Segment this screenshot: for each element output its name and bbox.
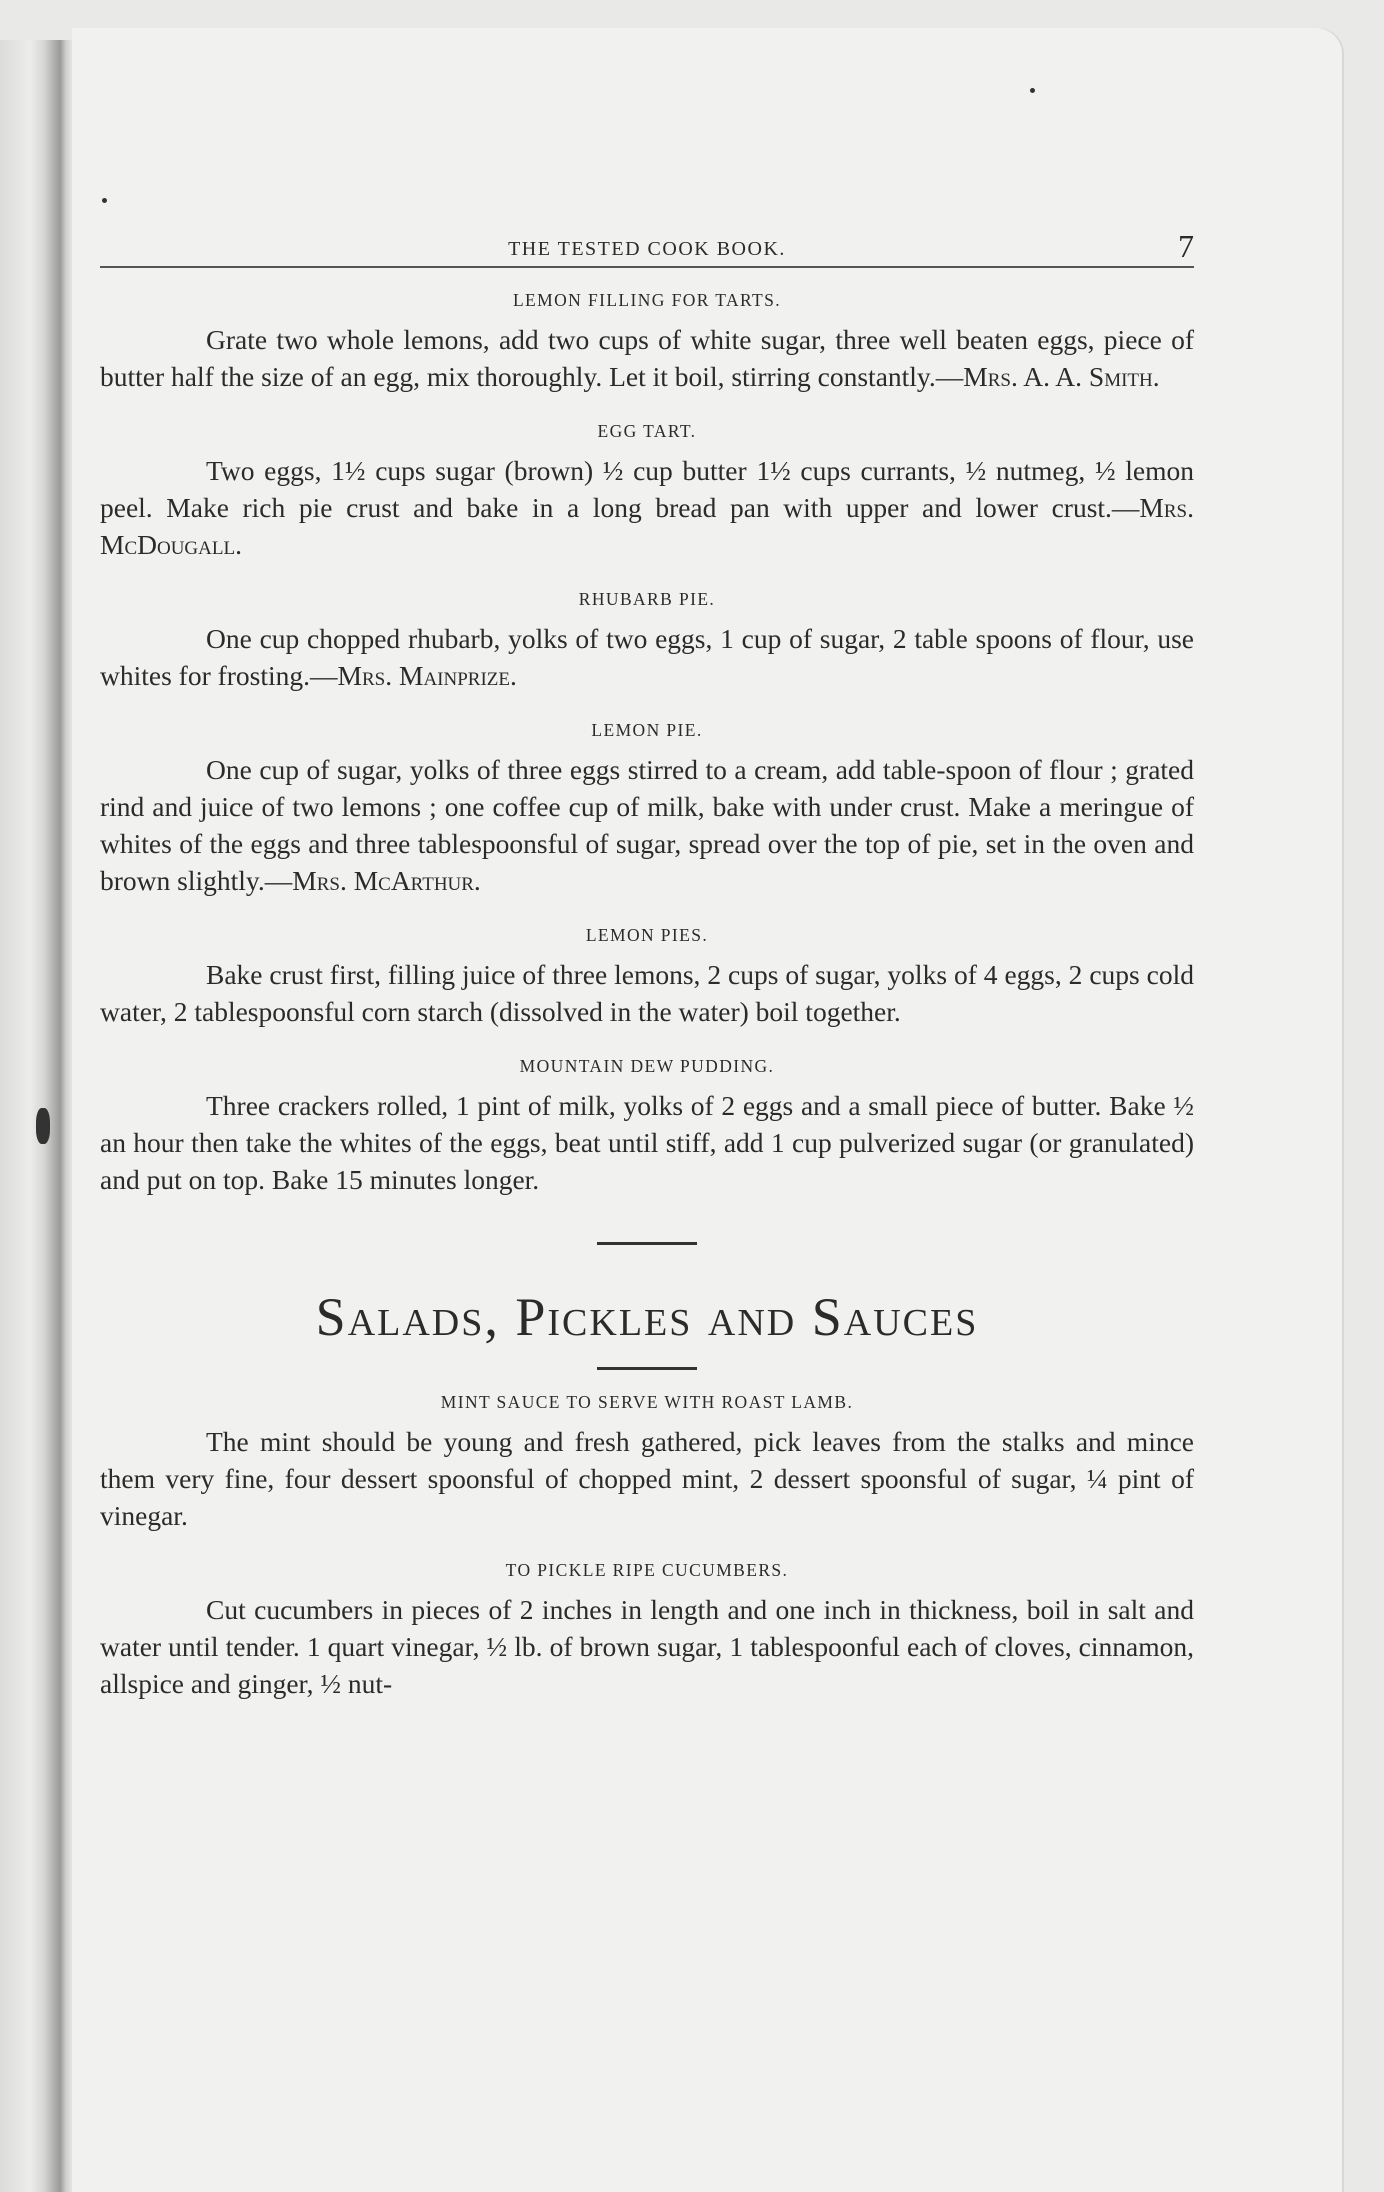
recipe-attribution: —Mrs. McDougall. bbox=[100, 492, 1194, 560]
binding-mark bbox=[36, 1108, 50, 1144]
running-head bbox=[100, 210, 1194, 268]
recipe-title: LEMON PIE. bbox=[591, 720, 703, 740]
recipe-body bbox=[100, 751, 1194, 899]
recipe bbox=[100, 1560, 1194, 1702]
recipe-title: LEMON FILLING FOR TARTS. bbox=[512, 290, 782, 310]
recipe-title: LEMON PIES. bbox=[585, 925, 709, 945]
section-divider-top bbox=[597, 1242, 697, 1245]
recipe bbox=[100, 720, 1194, 899]
recipe-title: TO PICKLE RIPE CUCUMBERS. bbox=[505, 1560, 789, 1580]
recipe-text: Bake crust first, filling juice of three lemons, 2 cups of sugar, yolks of 4 eggs, 2 cups cold water, 2 tablespoonsful corn starch (dissolved in the water) boil together. bbox=[100, 959, 1194, 1027]
recipe-text: Two eggs, 1½ cups sugar (brown) ½ cup butter 1½ cups currants, ½ nutmeg, ½ lemon peel. Make rich pie crust and bake in a long bread pan with upper and lower crust. bbox=[100, 455, 1194, 523]
recipe bbox=[100, 925, 1194, 1030]
recipe bbox=[100, 421, 1194, 563]
recipe-title: MOUNTAIN DEW PUDDING. bbox=[519, 1056, 775, 1076]
recipe bbox=[100, 290, 1194, 395]
recipe-body bbox=[100, 1423, 1194, 1534]
page-number: 7 bbox=[1178, 228, 1194, 264]
section-divider-bottom bbox=[597, 1367, 697, 1370]
recipe-text: Cut cucumbers in pieces of 2 inches in length and one inch in thickness, boil in salt and water until tender. 1 quart vinegar, ½ lb. of brown sugar, 1 tablespoonful each of cloves, cinnamon, allspice and ginger, ½ nut- bbox=[100, 1594, 1194, 1699]
recipe-attribution: —Mrs. A. A. Smith. bbox=[935, 361, 1160, 392]
section-heading: Salads, Pickles and Sauces bbox=[315, 1287, 979, 1347]
recipe-title: MINT SAUCE TO SERVE WITH ROAST LAMB. bbox=[440, 1392, 854, 1412]
running-title: THE TESTED COOK BOOK. bbox=[508, 238, 786, 260]
recipe-text: One cup of sugar, yolks of three eggs stirred to a cream, add table-spoon of flour ; grated rind and juice of two lemons ; one coffee cup of milk, bake with under crust. Make a meringue of whites of the eggs and three tablespoonsful of sugar, spread over the top of pie, set in the oven and brown slightly. bbox=[100, 754, 1194, 896]
page-content bbox=[100, 210, 1194, 1702]
speck bbox=[1030, 88, 1035, 93]
recipe-body bbox=[100, 321, 1194, 395]
recipe-text: The mint should be young and fresh gathered, pick leaves from the stalks and mince them very fine, four dessert spoonsful of chopped mint, 2 dessert spoonsful of sugar, ¼ pint of vinegar. bbox=[100, 1426, 1194, 1531]
recipe bbox=[100, 589, 1194, 694]
recipe-attribution: —Mrs. Mainprize. bbox=[310, 660, 517, 691]
speck bbox=[102, 198, 107, 203]
recipe-title: EGG TART. bbox=[597, 421, 697, 441]
recipe-body bbox=[100, 1087, 1194, 1198]
recipe-attribution: —Mrs. McArthur. bbox=[264, 865, 481, 896]
recipe bbox=[100, 1056, 1194, 1198]
recipe-body bbox=[100, 620, 1194, 694]
recipe bbox=[100, 1392, 1194, 1534]
recipe-body bbox=[100, 956, 1194, 1030]
recipe-text: Grate two whole lemons, add two cups of white sugar, three well beaten eggs, piece of butter half the size of an egg, mix thoroughly. Let it boil, stirring constantly. bbox=[100, 324, 1194, 392]
recipe-title: RHUBARB PIE. bbox=[578, 589, 716, 609]
recipe-body bbox=[100, 452, 1194, 563]
recipe-text: One cup chopped rhubarb, yolks of two eggs, 1 cup of sugar, 2 table spoons of flour, use whites for frosting. bbox=[100, 623, 1194, 691]
recipe-body bbox=[100, 1591, 1194, 1702]
recipe-text: Three crackers rolled, 1 pint of milk, yolks of 2 eggs and a small piece of butter. Bake ½ an hour then take the whites of the eggs, beat until stiff, add 1 cup pulverized sugar (or granulated) and put on top. Bake 15 minutes longer. bbox=[100, 1090, 1194, 1195]
